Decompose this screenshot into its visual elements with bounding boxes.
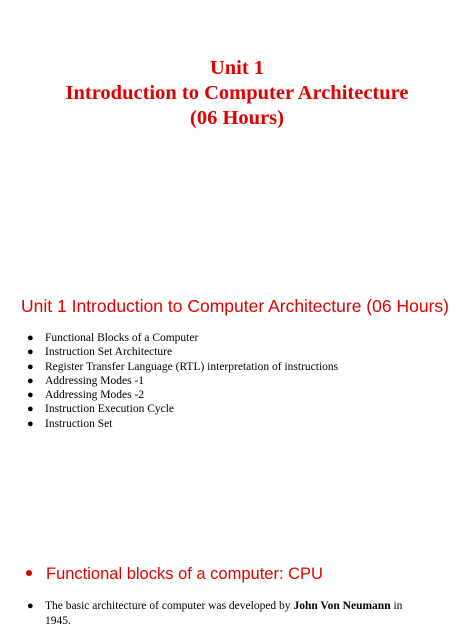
bullet-icon: ● — [27, 403, 34, 416]
topic-list — [27, 331, 338, 431]
title-line-unit: Unit 1 — [209, 57, 265, 79]
list-item — [27, 331, 338, 345]
bullet-icon: ● — [27, 360, 34, 373]
paragraph-bold-name: John Von Neumann — [293, 600, 391, 612]
list-item — [27, 388, 338, 402]
paragraph-prefix: The basic architecture of computer was developed by — [45, 600, 294, 612]
bullet-icon: ● — [27, 332, 34, 344]
bullet-icon: ● — [27, 600, 34, 612]
von-neumann-paragraph — [27, 599, 427, 629]
section-heading: Unit 1 Introduction to Computer Architecture (06 Hours) — [21, 296, 449, 316]
paragraph-suffix: in 1945. — [45, 600, 403, 627]
list-item-label: Instruction Set Architecture — [45, 346, 173, 359]
cpu-heading-text: Functional blocks of a computer: CPU — [46, 565, 323, 583]
paragraph-text — [27, 599, 427, 629]
list-item-label: Addressing Modes -2 — [45, 389, 145, 402]
bullet-icon: ● — [27, 346, 34, 359]
list-item-label: Addressing Modes -1 — [45, 374, 145, 387]
list-item-label: Functional Blocks of a Computer — [45, 332, 199, 344]
slide-title — [0, 56, 474, 131]
title-line-hours: (06 Hours) — [190, 107, 284, 129]
list-item-label: Instruction Execution Cycle — [45, 403, 175, 416]
red-bullet-icon — [26, 570, 32, 576]
bullet-icon: ● — [27, 417, 34, 430]
list-item — [27, 374, 338, 388]
bullet-icon: ● — [27, 374, 34, 387]
list-item — [27, 345, 338, 359]
list-item — [27, 360, 338, 374]
bullet-icon: ● — [27, 389, 34, 402]
list-item-label: Register Transfer Language (RTL) interpretation of instructions — [45, 360, 339, 373]
cpu-heading — [26, 563, 323, 585]
title-line-topic: Introduction to Computer Architecture — [65, 82, 409, 104]
list-item — [27, 417, 338, 431]
list-item — [27, 402, 338, 416]
list-item-label: Instruction Set — [45, 417, 113, 430]
